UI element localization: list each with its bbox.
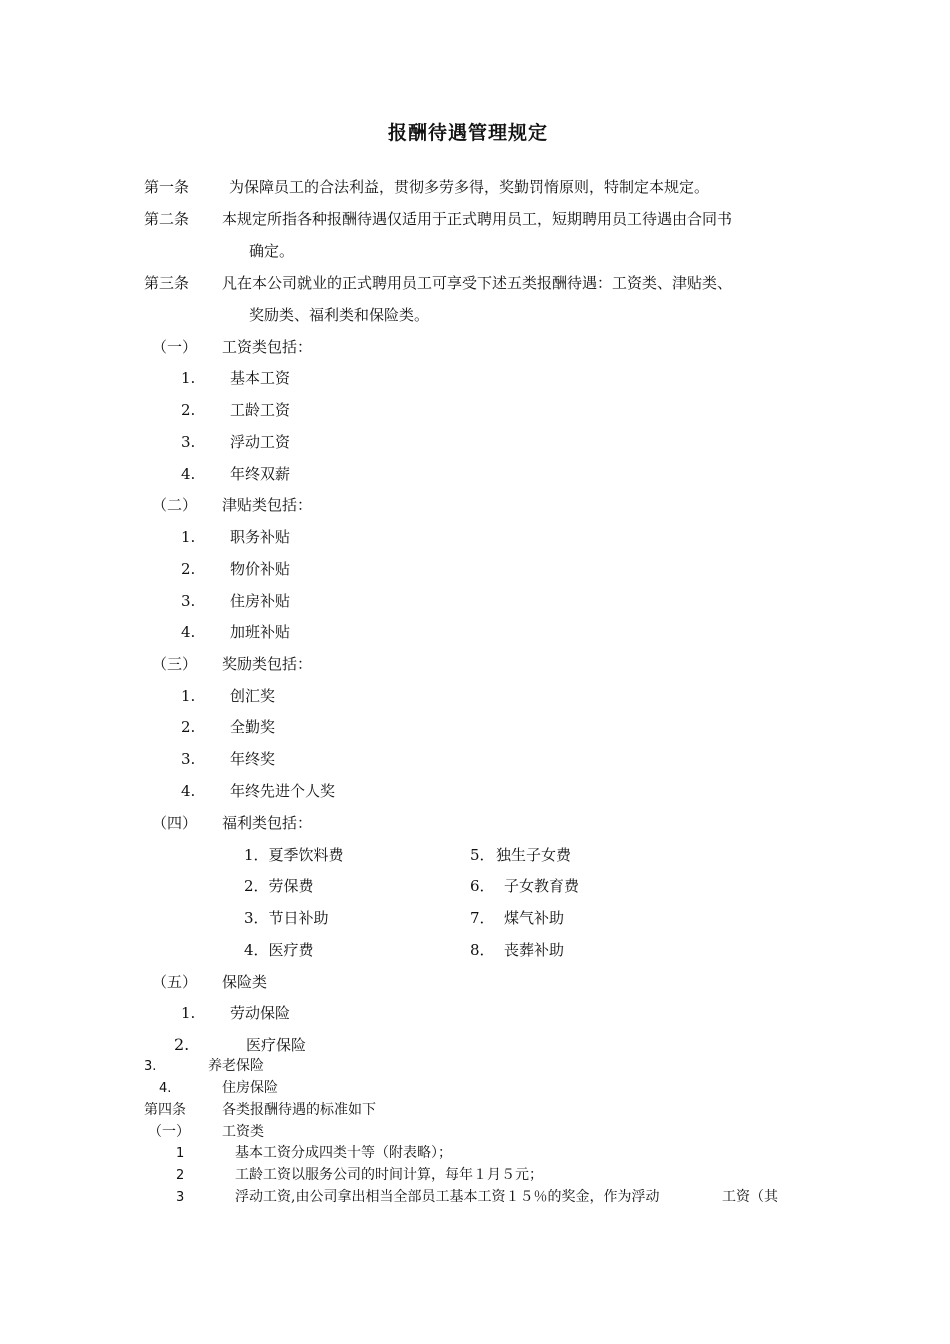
section-2-heading: 津贴类包括： <box>222 496 313 514</box>
list-item-number: 3. <box>181 433 196 451</box>
article-3-label: 第三条 <box>144 274 190 292</box>
list-item-number: 4. <box>159 1081 172 1096</box>
list-item-number: 4. <box>181 623 196 641</box>
list-item-number: 1. <box>181 687 196 705</box>
section-6-heading: 工资类 <box>222 1124 264 1140</box>
document-title: 报酬待遇管理规定 <box>387 122 548 144</box>
list-item: 职务补贴 <box>230 528 291 546</box>
article-4-text: 各类报酬待遇的标准如下 <box>222 1102 376 1118</box>
section-2-marker: （二） <box>152 496 198 514</box>
article-3-text-line-1: 凡在本公司就业的正式聘用员工可享受下述五类报酬待遇：工资类、津贴类、 <box>222 274 733 292</box>
section-3-heading: 奖励类包括： <box>222 655 313 673</box>
list-item-number: 2. <box>181 401 196 419</box>
list-item-number: 4. <box>181 465 196 483</box>
list-item: 劳动保险 <box>230 1004 291 1022</box>
list-item: 浮动工资,由公司拿出相当全部员工基本工资１５％的奖金，作为浮动 <box>235 1189 660 1205</box>
list-item: 煤气补助 <box>504 909 565 927</box>
list-item: 3．节日补助 <box>244 909 329 927</box>
article-4-label: 第四条 <box>144 1102 186 1118</box>
list-item: 加班补贴 <box>230 623 291 641</box>
list-item-number: 4. <box>181 782 196 800</box>
list-item-number: 1. <box>181 369 196 387</box>
list-item-number: 3 <box>176 1190 185 1205</box>
list-item-number: 1. <box>181 1004 196 1022</box>
list-item: 独生子女费 <box>496 846 572 864</box>
list-item: 基本工资分成四类十等（附表略）； <box>235 1145 452 1161</box>
list-item: 住房补贴 <box>230 592 291 610</box>
list-item-number: 2. <box>181 718 196 736</box>
article-2-text-line-2: 确定。 <box>249 242 295 260</box>
section-5-heading: 保险类 <box>222 973 268 991</box>
list-item-number: 3. <box>181 592 196 610</box>
section-4-marker: （四） <box>152 814 198 832</box>
list-item-number: 1 <box>176 1146 185 1161</box>
list-item-number: 7． <box>470 909 495 927</box>
list-item: 工龄工资 <box>230 401 291 419</box>
list-item-number: 8． <box>470 941 495 959</box>
article-3-text-line-2: 奖励类、福利类和保险类。 <box>249 306 430 324</box>
list-item: 工龄工资以服务公司的时间计算，每年１月５元； <box>235 1167 543 1183</box>
list-item-continuation: 工资（其 <box>722 1189 778 1205</box>
list-item-number: 2. <box>174 1035 190 1054</box>
list-item-number: 2 <box>176 1168 185 1183</box>
list-item-number: 2. <box>181 560 196 578</box>
article-2-label: 第二条 <box>144 210 190 228</box>
list-item: 基本工资 <box>230 369 291 387</box>
list-item: 年终双薪 <box>230 465 291 483</box>
section-1-heading: 工资类包括： <box>222 338 313 356</box>
article-2-text-line-1: 本规定所指各种报酬待遇仅适用于正式聘用员工，短期聘用员工待遇由合同书 <box>222 210 733 228</box>
list-item: 年终奖 <box>230 750 276 768</box>
list-item: 医疗保险 <box>246 1036 307 1054</box>
section-5-marker: （五） <box>152 973 198 991</box>
article-1-text: 为保障员工的合法利益，贯彻多劳多得，奖勤罚惰原则，特制定本规定。 <box>229 178 710 196</box>
list-item: 2．劳保费 <box>244 877 314 895</box>
list-item: 4．医疗费 <box>244 941 314 959</box>
list-item: 丧葬补助 <box>504 941 565 959</box>
article-1-label: 第一条 <box>144 178 190 196</box>
list-item: 物价补贴 <box>230 560 291 578</box>
section-3-marker: （三） <box>152 655 198 673</box>
list-item: 子女教育费 <box>504 877 580 895</box>
list-item-number: 3. <box>181 750 196 768</box>
list-item: 养老保险 <box>208 1058 264 1074</box>
section-1-marker: （一） <box>152 338 198 356</box>
list-item: 住房保险 <box>222 1080 278 1096</box>
list-item: 年终先进个人奖 <box>230 782 336 800</box>
list-item-number: 6． <box>470 877 495 895</box>
list-item: 浮动工资 <box>230 433 291 451</box>
list-item-number: 1. <box>181 528 196 546</box>
list-item: 创汇奖 <box>230 687 276 705</box>
section-4-heading: 福利类包括： <box>222 814 313 832</box>
list-item-number: 3. <box>144 1059 157 1074</box>
list-item: 1．夏季饮料费 <box>244 846 344 864</box>
section-6-marker: （一） <box>148 1124 190 1140</box>
list-item-number: 5． <box>470 846 495 864</box>
list-item: 全勤奖 <box>230 718 276 736</box>
